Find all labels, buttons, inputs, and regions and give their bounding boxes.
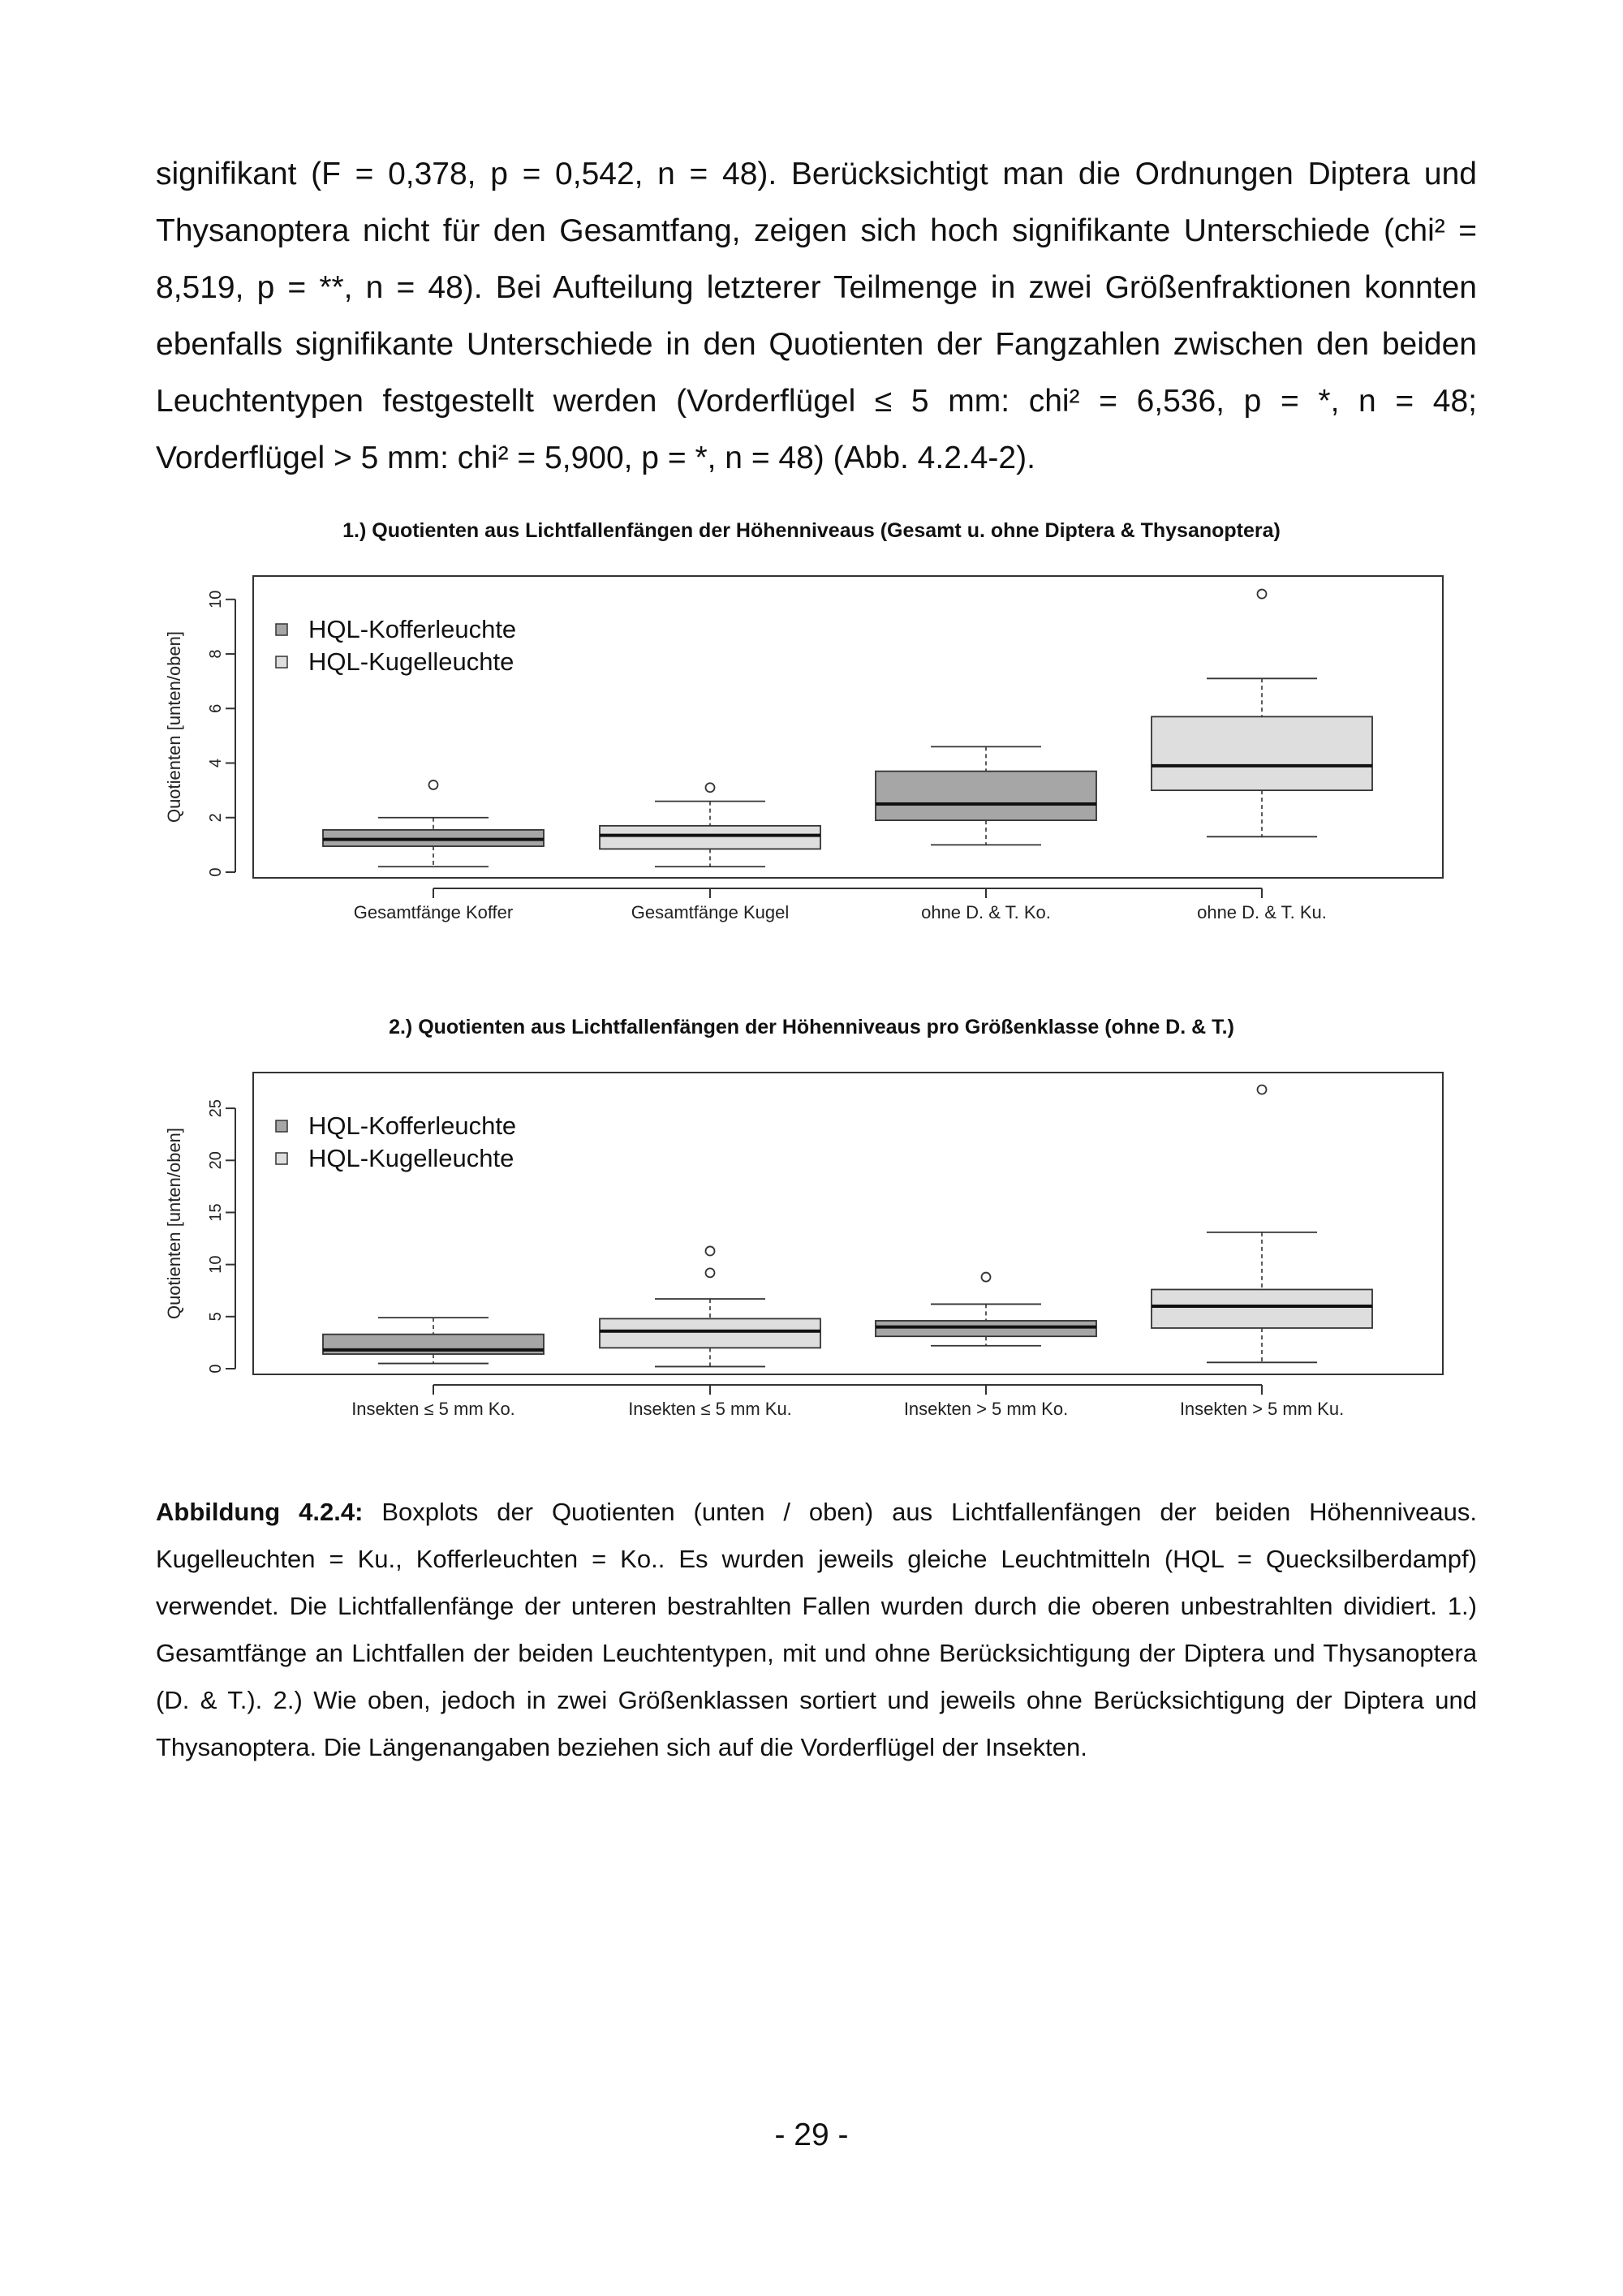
chart1-y-tick-label: 10	[207, 590, 225, 608]
chart2-legend-swatch	[276, 1153, 287, 1164]
chart1-outlier-point	[1258, 590, 1267, 599]
chart1-x-tick-label: Gesamtfänge Kugel	[631, 902, 790, 922]
chart2-y-tick-label: 25	[207, 1099, 225, 1118]
chart1-outlier-point	[706, 783, 715, 792]
chart2-y-tick-label: 20	[207, 1151, 225, 1170]
chart2-x-tick-label: Insekten > 5 mm Ko.	[903, 1399, 1069, 1419]
chart2-y-tick-label: 0	[207, 1364, 225, 1374]
chart2-legend-swatch	[276, 1120, 287, 1132]
chart2-outlier-point	[982, 1273, 991, 1282]
chart2-box	[600, 1318, 820, 1348]
chart2-boxplot	[0, 1040, 1623, 1462]
chart2-title: 2.) Quotienten aus Lichtfallenfängen der Höhenniveaus pro Größenklasse (ohne D. & T.)	[389, 1016, 1234, 1038]
chart2-y-tick-label: 15	[207, 1203, 225, 1222]
chart1-box	[600, 826, 820, 849]
page-number: - 29 -	[774, 2118, 849, 2152]
chart1-box	[876, 772, 1096, 821]
chart2-x-tick-label: Insekten > 5 mm Ku.	[1179, 1399, 1345, 1419]
chart1-y-tick-label: 0	[207, 867, 225, 877]
chart1-y-tick-label: 6	[207, 703, 225, 713]
chart2-y-tick-label: 10	[207, 1255, 225, 1274]
chart1-outlier-point	[429, 780, 438, 789]
chart1-legend-label: HQL-Kofferleuchte	[308, 615, 517, 643]
chart1-legend-label: HQL-Kugelleuchte	[308, 647, 514, 676]
chart2-y-tick-label: 5	[207, 1312, 225, 1322]
chart2-legend-label: HQL-Kofferleuchte	[308, 1111, 517, 1140]
chart1-title: 1.) Quotienten aus Lichtfallenfängen der Höhenniveaus (Gesamt u. ohne Diptera & Thysanoptera)	[342, 519, 1281, 542]
chart1-legend-swatch	[276, 624, 287, 635]
chart2-x-tick-label: Insekten ≤ 5 mm Ku.	[628, 1399, 792, 1419]
body-paragraph: signifikant (F = 0,378, p = 0,542, n = 48). Berücksichtigt man die Ordnungen Diptera und Thysanoptera nicht für den Gesamtfang, zeigen sich hoch signifikante Unterschiede (chi² = 8,519, p = **, n = 48). Bei Aufteilung letzterer Teilmenge in zwei Größenfraktionen konnten ebenfalls signifikante Unterschiede in den Quotienten der Fangzahlen zwischen den beiden Leuchtentypen festgestellt werden (Vorderflügel ≤ 5 mm: chi² = 6,536, p = *, n = 48; Vorderflügel > 5 mm: chi² = 5,900, p = *, n = 48) (Abb. 4.2.4-2).	[156, 157, 1477, 475]
chart1-y-tick-label: 8	[207, 649, 225, 659]
chart1-legend-swatch	[276, 656, 287, 668]
chart1-x-tick-label: ohne D. & T. Ko.	[921, 902, 1051, 922]
chart2-y-axis-label: Quotienten [unten/oben]	[164, 1127, 184, 1320]
chart1-y-tick-label: 4	[207, 758, 225, 768]
chart1-x-tick-label: Gesamtfänge Koffer	[353, 902, 514, 922]
chart2-legend-label: HQL-Kugelleuchte	[308, 1144, 514, 1172]
chart1-y-tick-label: 2	[207, 813, 225, 823]
figure-caption	[156, 1489, 1477, 1771]
chart2-outlier-point	[706, 1246, 715, 1255]
chart1-x-tick-label: ohne D. & T. Ku.	[1197, 902, 1327, 922]
chart1-box	[1152, 716, 1372, 790]
chart2-outlier-point	[706, 1268, 715, 1277]
chart1-boxplot	[0, 544, 1623, 965]
chart2-box	[1152, 1289, 1372, 1327]
chart2-outlier-point	[1258, 1085, 1267, 1094]
chart1-y-axis-label: Quotienten [unten/oben]	[164, 630, 184, 823]
chart2-x-tick-label: Insekten ≤ 5 mm Ko.	[351, 1399, 515, 1419]
caption-label: Abbildung 4.2.4:	[156, 1498, 364, 1526]
caption-text: Boxplots der Quotienten (unten / oben) aus Lichtfallenfängen der beiden Höhenniveaus. Kugelleuchten = Ku., Kofferleuchten = Ko.. Es wurden jeweils gleiche Leuchtmitteln (HQL = Quecksilberdampf) verwendet. Die Lichtfallenfänge der unteren bestrahlten Fallen wurden durch die oberen unbestrahlten dividiert. 1.) Gesamtfänge an Lichtfallen der beiden Leuchtentypen, mit und ohne Berücksichtigung der Diptera und Thysanoptera (D. & T.). 2.) Wie oben, jedoch in zwei Größenklassen sortiert und jeweils ohne Berücksichtigung der Diptera und Thysanoptera. Die Längenangaben beziehen sich auf die Vorderflügel der Insekten.	[156, 1498, 1477, 1761]
